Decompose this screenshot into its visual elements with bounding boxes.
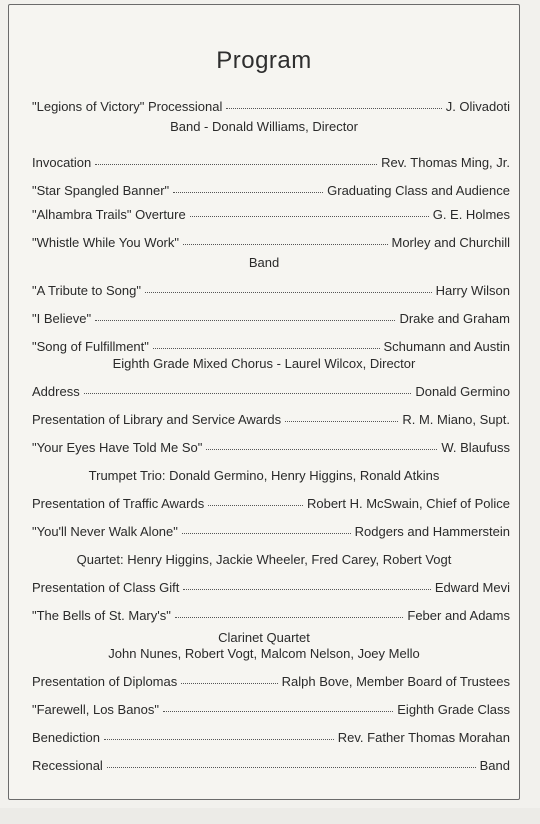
program-item xyxy=(32,524,510,539)
program-item-performer: Donald Germino xyxy=(415,384,510,399)
program-item-performer: Harry Wilson xyxy=(435,283,510,298)
program-item-title: Presentation of Traffic Awards xyxy=(32,496,205,511)
program-item-performer: J. Olivadoti xyxy=(445,99,510,114)
dot-leader xyxy=(183,588,430,590)
program-credit: Clarinet Quartet xyxy=(218,630,310,645)
program-item-performer: Rev. Father Thomas Morahan xyxy=(337,730,510,745)
program-item-title: Presentation of Class Gift xyxy=(32,580,180,595)
program-credit: Band xyxy=(248,255,280,270)
program-credit: Band - Donald Williams, Director xyxy=(170,119,358,134)
program-item-title: Invocation xyxy=(32,155,92,170)
program-item-performer: Eighth Grade Class xyxy=(397,702,510,717)
program-item-performer: Drake and Graham xyxy=(399,311,510,326)
dot-leader xyxy=(183,243,388,245)
program-sheet xyxy=(8,4,520,800)
program-item-title: "The Bells of St. Mary's" xyxy=(32,608,171,623)
program-item-performer: Edward Mevi xyxy=(434,580,510,595)
dot-leader xyxy=(190,215,429,217)
program-item-title: Presentation of Diplomas xyxy=(32,674,178,689)
dot-leader xyxy=(95,319,395,321)
program-item-title: Benediction xyxy=(32,730,100,745)
dot-leader xyxy=(285,420,398,422)
dot-leader xyxy=(181,682,277,684)
program-item xyxy=(32,339,510,354)
program-item xyxy=(32,758,510,773)
program-item-title: "A Tribute to Song" xyxy=(32,283,141,298)
program-credit: Eighth Grade Mixed Chorus - Laurel Wilcox, Director xyxy=(112,356,416,371)
program-item-performer: Band xyxy=(479,758,510,773)
program-item-title: Address xyxy=(32,384,80,399)
dot-leader xyxy=(208,504,303,506)
program-item xyxy=(32,412,510,427)
program-item xyxy=(32,702,510,717)
program-title: Program xyxy=(216,47,312,74)
dot-leader xyxy=(84,392,412,394)
dot-leader xyxy=(104,738,334,740)
program-item xyxy=(32,580,510,595)
program-item xyxy=(32,311,510,326)
dot-leader xyxy=(145,291,432,293)
dot-leader xyxy=(153,347,380,349)
program-item-performer: Rodgers and Hammerstein xyxy=(354,524,510,539)
program-item xyxy=(32,440,510,455)
program-item xyxy=(32,207,510,222)
program-item-performer: Ralph Bove, Member Board of Trustees xyxy=(281,674,510,689)
program-credit: Trumpet Trio: Donald Germino, Henry Higgins, Ronald Atkins xyxy=(88,468,440,483)
program-item-performer: W. Blaufuss xyxy=(441,440,510,455)
program-item-title: "Song of Fulfillment" xyxy=(32,339,149,354)
program-item-title: Presentation of Library and Service Awards xyxy=(32,412,282,427)
dot-leader xyxy=(175,616,404,618)
program-item xyxy=(32,674,510,689)
program-item xyxy=(32,608,510,623)
dot-leader xyxy=(163,710,393,712)
program-item-title: Recessional xyxy=(32,758,103,773)
program-item-title: "Farewell, Los Banos" xyxy=(32,702,160,717)
dot-leader xyxy=(173,191,323,193)
program-item-performer: Feber and Adams xyxy=(407,608,510,623)
program-item-performer: Schumann and Austin xyxy=(383,339,510,354)
program-item-title: "I Believe" xyxy=(32,311,92,326)
program-item xyxy=(32,99,510,114)
program-item-performer: Morley and Churchill xyxy=(391,235,510,250)
dot-leader xyxy=(206,448,437,450)
dot-leader xyxy=(95,163,377,165)
dot-leader xyxy=(182,532,351,534)
program-item-performer: G. E. Holmes xyxy=(432,207,510,222)
program-item-performer: Rev. Thomas Ming, Jr. xyxy=(381,155,510,170)
program-item xyxy=(32,496,510,511)
dot-leader xyxy=(226,107,441,109)
program-item-title: "Whistle While You Work" xyxy=(32,235,179,250)
page-margin xyxy=(0,808,540,824)
program-credit: Quartet: Henry Higgins, Jackie Wheeler, Fred Carey, Robert Vogt xyxy=(76,552,452,567)
program-item xyxy=(32,384,510,399)
program-item xyxy=(32,730,510,745)
program-item xyxy=(32,155,510,170)
program-item-title: "Alhambra Trails" Overture xyxy=(32,207,186,222)
program-item-title: "Legions of Victory" Processional xyxy=(32,99,223,114)
program-credit: John Nunes, Robert Vogt, Malcom Nelson, Joey Mello xyxy=(108,646,420,661)
program-item-performer: Robert H. McSwain, Chief of Police xyxy=(306,496,510,511)
program-item-title: "You'll Never Walk Alone" xyxy=(32,524,178,539)
program-item xyxy=(32,235,510,250)
program-item xyxy=(32,283,510,298)
program-item-title: "Your Eyes Have Told Me So" xyxy=(32,440,203,455)
program-item-performer: Graduating Class and Audience xyxy=(327,183,510,198)
program-item-performer: R. M. Miano, Supt. xyxy=(402,412,510,427)
program-item xyxy=(32,183,510,198)
dot-leader xyxy=(107,766,476,768)
program-item-title: "Star Spangled Banner" xyxy=(32,183,170,198)
